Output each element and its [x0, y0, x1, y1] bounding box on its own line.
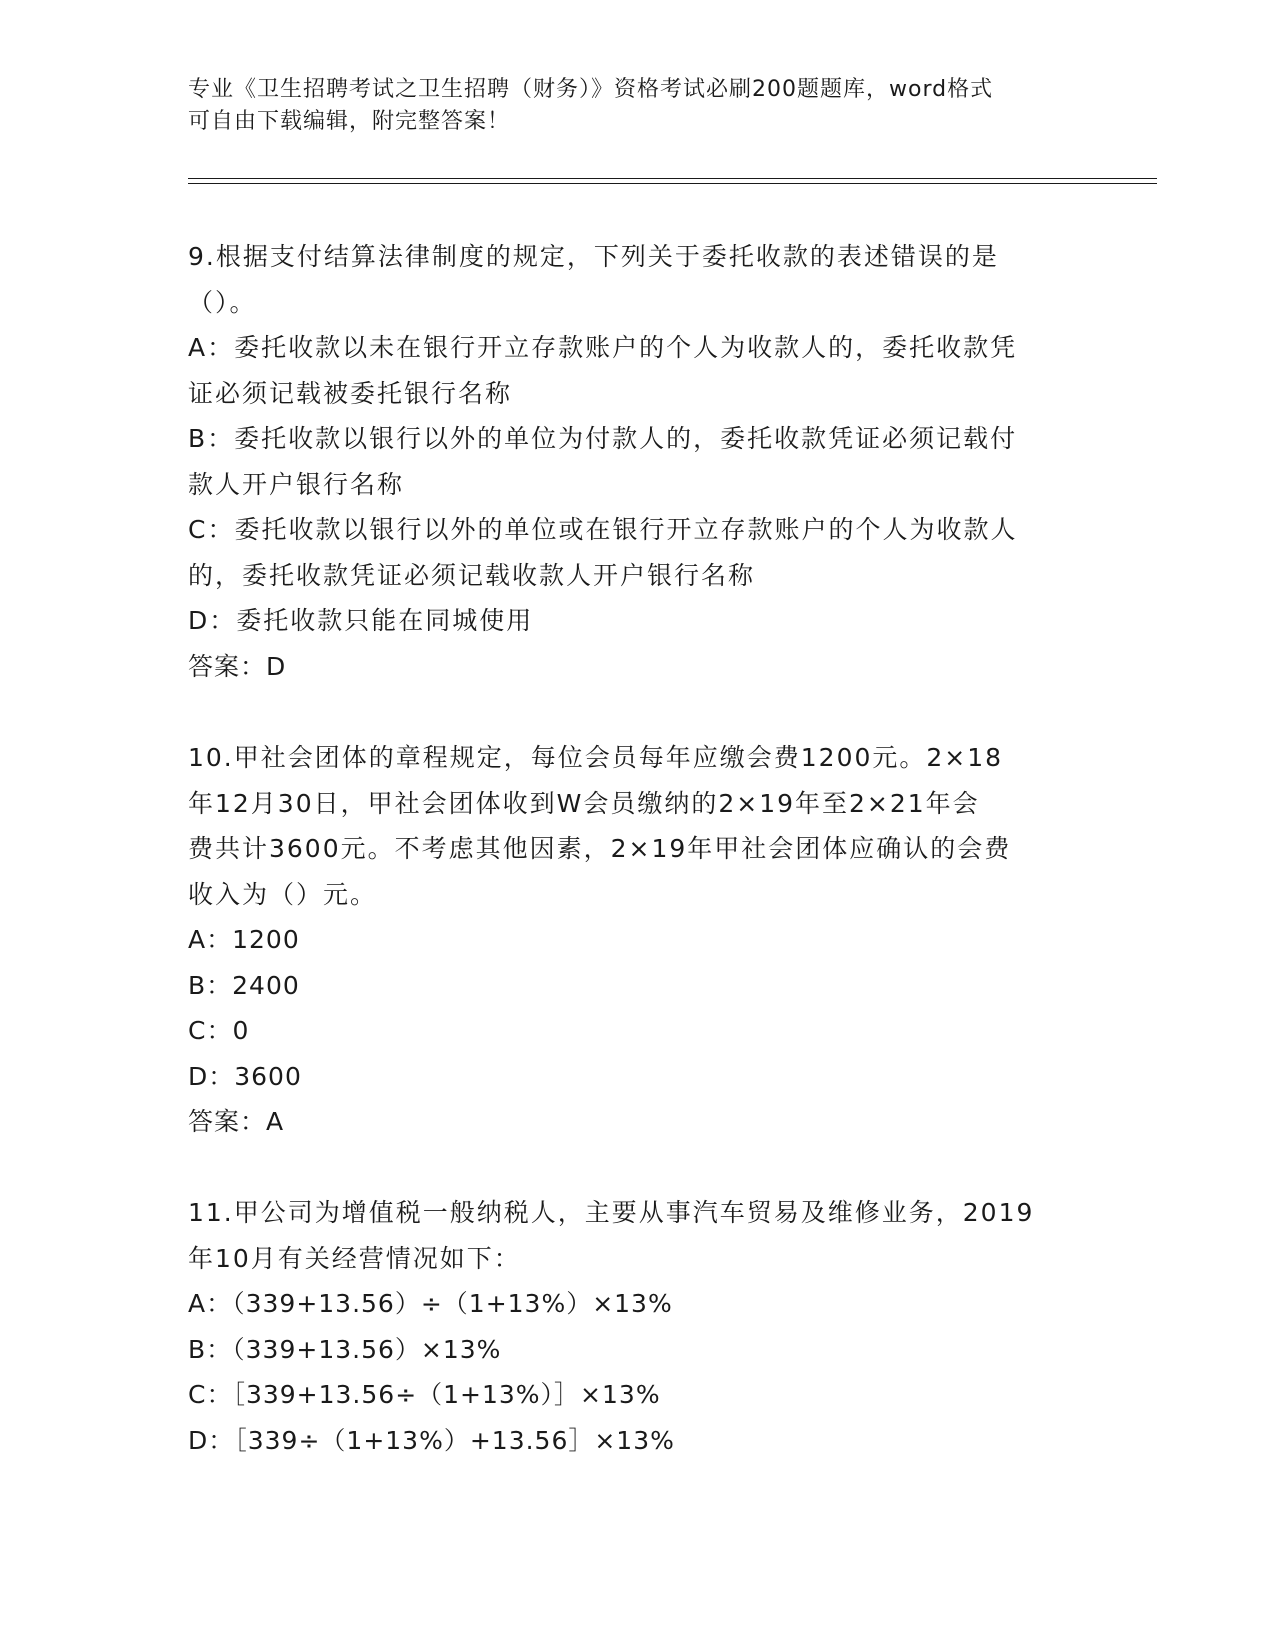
document-header — [188, 74, 1088, 138]
header-line-1: 专业《卫生招聘考试之卫生招聘（财务）》资格考试必刷200题题库，word格式 — [188, 77, 994, 102]
option-c-line: 的，委托收款凭证必须记载收款人开户银行名称 — [188, 560, 756, 590]
question-stem-line: 收入为（）元。 — [188, 879, 378, 909]
header-divider-bottom — [188, 183, 1157, 184]
question-stem-line: 年12月30日，甲社会团体收到W会员缴纳的2×19年至2×21年会 — [188, 788, 980, 818]
question-10 — [188, 735, 1088, 1145]
option-d: D：3600 — [188, 1061, 302, 1091]
question-9 — [188, 234, 1088, 689]
option-b-line: B：委托收款以银行以外的单位为付款人的，委托收款凭证必须记载付 — [188, 424, 1018, 453]
option-d-line: D：委托收款只能在同城使用 — [188, 606, 534, 635]
option-d: D：［339÷（1+13%）+13.56］×13% — [188, 1425, 675, 1455]
option-b: B：2400 — [188, 970, 300, 1000]
question-stem-line: 年10月有关经营情况如下： — [188, 1243, 521, 1273]
question-stem-line: （）。 — [188, 287, 257, 317]
option-b: B：（339+13.56）×13% — [188, 1334, 502, 1364]
option-a: A：（339+13.56）÷（1+13%）×13% — [188, 1289, 673, 1318]
question-stem-line: 费共计3600元。不考虑其他因素，2×19年甲社会团体应确认的会费 — [188, 834, 1012, 863]
option-b-line: 款人开户银行名称 — [188, 469, 405, 499]
answer-label: 答案：D — [188, 651, 287, 681]
option-a: A：1200 — [188, 925, 300, 954]
option-a-line: 证必须记载被委托银行名称 — [188, 378, 513, 408]
option-a-line: A：委托收款以未在银行开立存款账户的个人为收款人的，委托收款凭 — [188, 333, 1018, 362]
option-c-line: C：委托收款以银行以外的单位或在银行开立存款账户的个人为收款人 — [188, 515, 1018, 544]
header-divider-top — [188, 178, 1157, 179]
question-stem-line: 11.甲公司为增值税一般纳税人，主要从事汽车贸易及维修业务，2019 — [188, 1198, 1035, 1227]
question-stem-line: 9.根据支付结算法律制度的规定，下列关于委托收款的表述错误的是 — [188, 242, 999, 271]
option-c: C：［339+13.56÷（1+13%）］×13% — [188, 1380, 661, 1409]
option-c: C：0 — [188, 1016, 250, 1045]
question-11 — [188, 1190, 1088, 1463]
header-line-2: 可自由下载编辑，附完整答案！ — [188, 109, 511, 134]
question-stem-line: 10.甲社会团体的章程规定，每位会员每年应缴会费1200元。2×18 — [188, 743, 1004, 772]
answer-label: 答案：A — [188, 1107, 285, 1136]
